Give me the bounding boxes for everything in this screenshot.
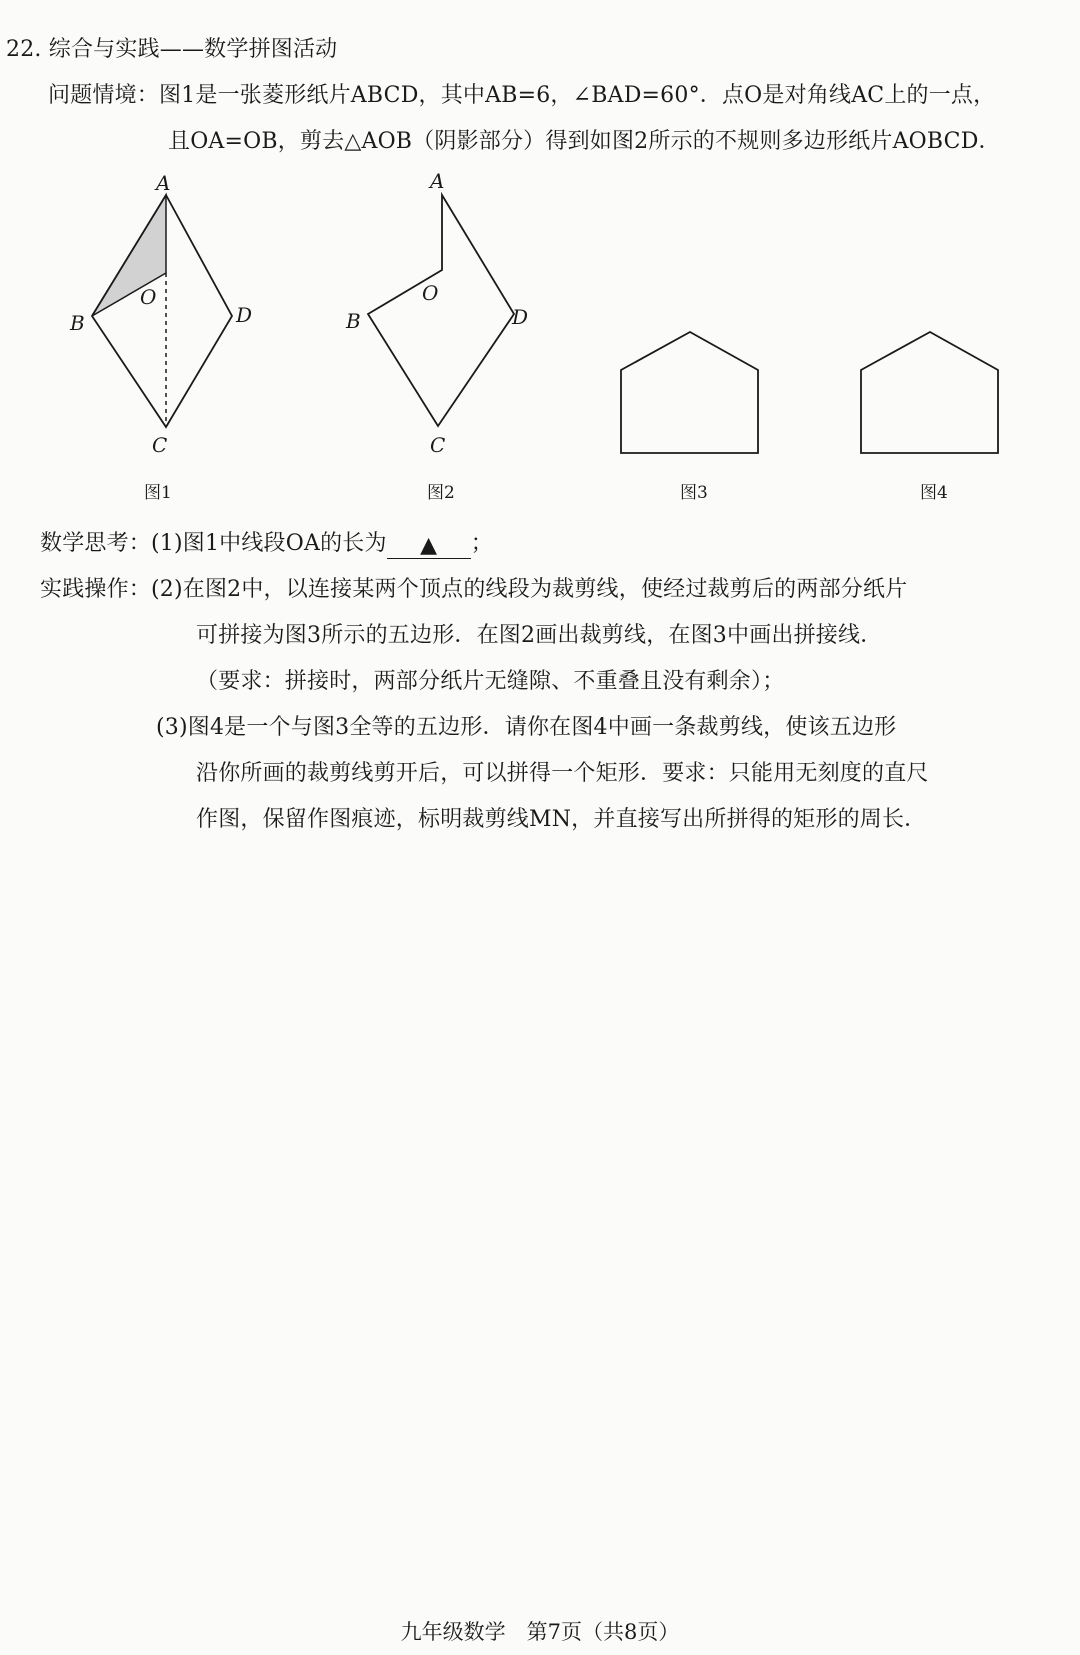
situation-line-2: 且OA=OB，剪去△AOB（阴影部分）得到如图2所示的不规则多边形纸片AOBCD．	[168, 129, 1001, 154]
answer-blank[interactable]	[387, 533, 471, 559]
think-suffix: ；	[470, 531, 493, 556]
part3-line-1: (3)图4是一个与图3全等的五边形．请你在图4中画一条裁剪线，使该五边形	[156, 715, 897, 740]
question-heading: 22. 综合与实践——数学拼图活动	[6, 37, 338, 62]
figure-3-caption: 图3	[680, 483, 708, 503]
figure-2-caption: 图2	[427, 483, 455, 503]
part3-line-3: 作图，保留作图痕迹，标明裁剪线MN，并直接写出所拼得的矩形的周长．	[196, 807, 927, 832]
blank-mark: ▲	[420, 533, 438, 558]
pentagon-fig4	[861, 332, 998, 453]
part3-line-2: 沿你所画的裁剪线剪开后，可以拼得一个矩形．要求：只能用无刻度的直尺	[196, 761, 929, 786]
situation-line-1: 问题情境：图1是一张菱形纸片ABCD，其中AB=6，∠BAD=60°．点O是对角线AC上的一点，	[48, 83, 996, 108]
fig2-label-o: O	[422, 281, 439, 305]
fig2-label-c: C	[430, 433, 446, 457]
fig2-label-a: A	[430, 170, 445, 193]
figure-3	[620, 330, 770, 465]
figure-1	[60, 170, 290, 470]
figure-1-caption: 图1	[144, 483, 172, 503]
operation-line-2: 可拼接为图3所示的五边形．在图2画出裁剪线，在图3中画出拼接线．	[196, 623, 883, 648]
fig1-label-o: O	[140, 285, 157, 309]
fig1-label-c: C	[152, 433, 168, 457]
figure-2	[340, 170, 570, 470]
think-line	[40, 526, 493, 557]
polygon-aobcd	[368, 195, 514, 426]
pentagon-fig3	[621, 332, 758, 453]
page-footer: 九年级数学 第7页（共8页）	[400, 1620, 680, 1644]
figure-4	[860, 330, 1010, 465]
figure-4-caption: 图4	[920, 483, 948, 503]
operation-line-1: 实践操作：(2)在图2中，以连接某两个顶点的线段为裁剪线，使经过裁剪后的两部分纸片	[40, 577, 908, 602]
fig1-label-d: D	[236, 303, 253, 327]
think-prefix: 数学思考：(1)图1中线段OA的长为	[40, 531, 387, 556]
fig1-label-b: B	[70, 311, 85, 335]
fig2-label-b: B	[346, 309, 361, 333]
fig2-label-d: D	[512, 305, 529, 329]
operation-line-3: （要求：拼接时，两部分纸片无缝隙、不重叠且没有剩余）；	[196, 669, 785, 694]
fig1-label-a: A	[156, 171, 171, 195]
